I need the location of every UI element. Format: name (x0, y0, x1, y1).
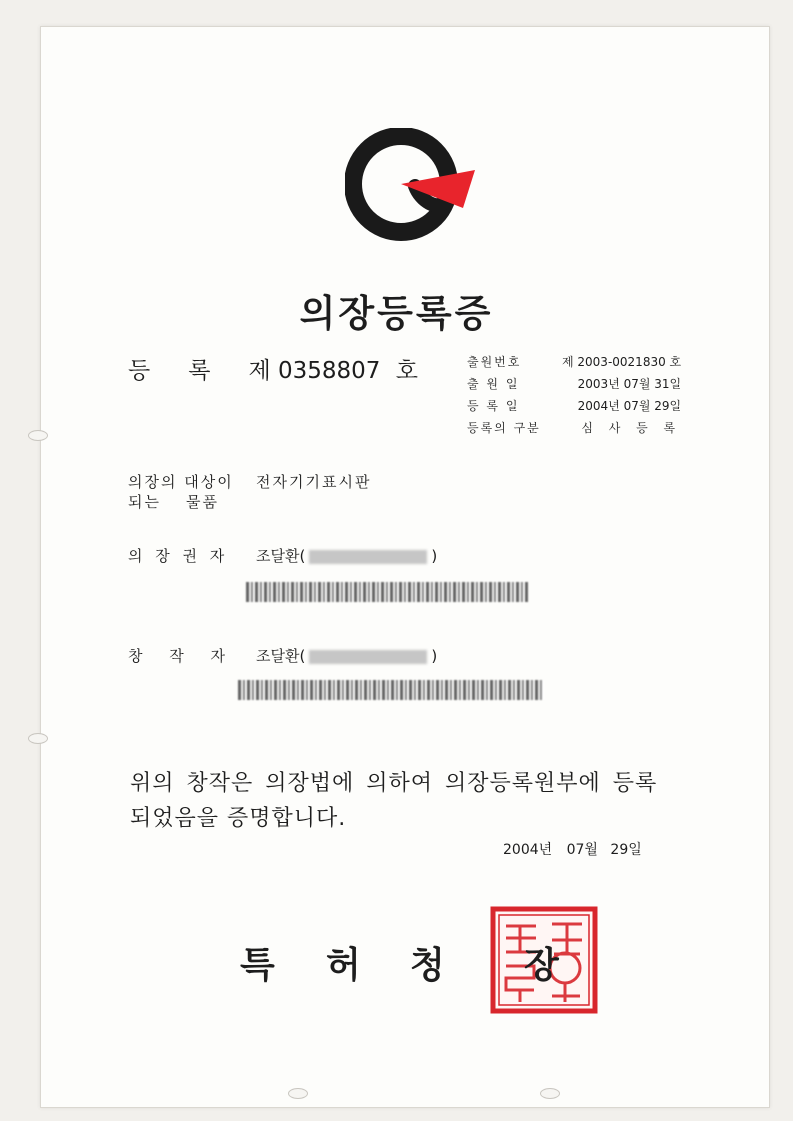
page-title: 의장등록증 (299, 292, 494, 335)
redacted-address (246, 582, 528, 602)
detail-label: 등 록 일 (467, 398, 520, 413)
registration-label-1: 등 (128, 358, 151, 384)
article-label-line1: 의장의 대상이 (128, 473, 234, 491)
issue-year: 2004년 (503, 842, 553, 858)
owner-label: 의 장 권 자 (128, 547, 227, 565)
registration-suffix: 호 (395, 358, 418, 384)
detail-row (467, 416, 681, 438)
certification-statement (130, 766, 730, 836)
detail-value: 제 2003-0021830 호 (562, 354, 682, 369)
article-label-line2b: 물품 (186, 493, 219, 511)
issuer-char-2: 허 (326, 945, 361, 986)
creator-label: 창 작 자 (128, 647, 228, 665)
issuer-char-3: 청 (410, 945, 445, 986)
registration-label-3: 제 (248, 358, 271, 384)
detail-row (467, 394, 681, 416)
detail-label: 등록의 구분 (467, 420, 541, 435)
detail-label: 출원번호 (467, 354, 522, 369)
article-value: 전자기기표시판 (256, 473, 372, 491)
owner-name-close: ) (431, 547, 438, 565)
owner-name: 조달환( (256, 547, 306, 565)
punch-hole (288, 1088, 308, 1099)
detail-row (467, 372, 681, 394)
registration-label-2: 록 (188, 358, 211, 384)
kipo-logo-icon (345, 128, 480, 243)
registration-number-line (128, 352, 418, 385)
owner-name-line (256, 545, 437, 566)
punch-hole (28, 733, 48, 744)
creator-name: 조달환( (256, 647, 306, 665)
issuer-char-1: 특 (240, 945, 275, 986)
issue-month: 07월 (566, 842, 598, 858)
article-label-line2: 되는 (128, 493, 161, 511)
detail-row (467, 350, 681, 372)
registration-number: 0358807 (277, 358, 381, 384)
certification-line-2: 되었음을 증명합니다. (130, 806, 347, 831)
punch-hole (540, 1088, 560, 1099)
redacted-id (309, 550, 427, 564)
registration-details (467, 350, 681, 438)
issue-date (503, 839, 642, 859)
detail-value: 2004년 07월 29일 (577, 398, 682, 413)
issuer-char-4: 장 (524, 945, 559, 986)
redacted-id (309, 650, 427, 664)
punch-hole (28, 430, 48, 441)
detail-value: 2003년 07월 31일 (577, 376, 682, 391)
certification-line-1: 위의 창작은 의장법에 의하여 의장등록원부에 등록 (130, 771, 658, 796)
creator-name-close: ) (431, 647, 438, 665)
detail-value: 심 사 등 록 (581, 420, 682, 435)
creator-name-line (256, 645, 437, 666)
issue-day: 29일 (610, 842, 642, 858)
redacted-address (238, 680, 544, 700)
detail-label: 출 원 일 (467, 376, 520, 391)
